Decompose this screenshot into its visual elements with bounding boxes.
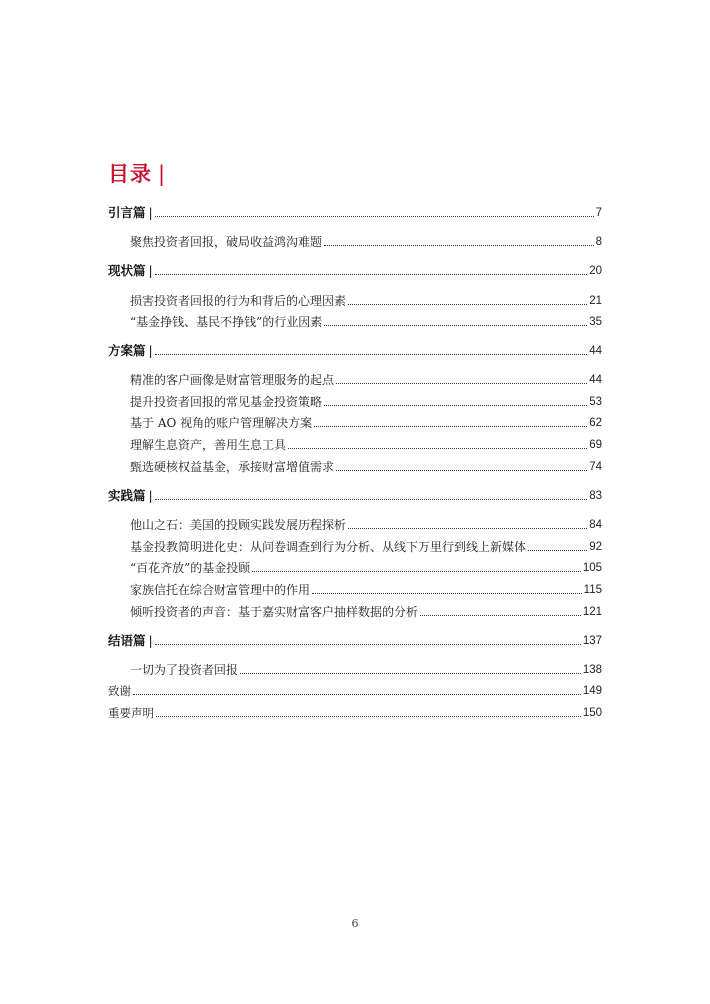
toc-entry-row[interactable]: [130, 581, 602, 599]
toc-page-number: 44: [589, 345, 602, 357]
dot-leader: [312, 593, 582, 594]
dot-leader: [133, 694, 581, 695]
toc-page-number: 74: [589, 461, 602, 473]
toc-page-number: 62: [589, 417, 602, 429]
dot-leader: [324, 245, 594, 246]
toc-entry-title: 现状篇: [108, 263, 146, 278]
toc-page-number: 20: [589, 265, 602, 277]
toc-entry-title: 结语篇: [108, 633, 146, 648]
dot-leader: [240, 673, 581, 674]
dot-leader: [314, 426, 587, 427]
toc-section-row[interactable]: [108, 204, 602, 222]
toc-entry-row[interactable]: [130, 538, 602, 556]
toc-entry-title: 理解生息资产，善用生息工具: [130, 438, 287, 452]
section-separator: |: [148, 263, 153, 278]
toc-entry-title: 重要声明: [108, 706, 154, 720]
section-separator: |: [148, 633, 153, 648]
toc-heading-text: 目录: [108, 162, 152, 186]
dot-leader: [155, 499, 587, 500]
toc-entry-title: 方案篇: [108, 343, 146, 358]
toc-section-title: [108, 487, 153, 505]
toc-section-title: [108, 204, 153, 222]
toc-heading: [108, 160, 166, 188]
dot-leader: [155, 274, 587, 275]
toc-page-number: 83: [589, 490, 602, 502]
toc-entry-title: 基于 AO 视角的账户管理解决方案: [130, 416, 313, 430]
toc-entry-row[interactable]: [108, 682, 602, 700]
toc-entry-row[interactable]: [130, 371, 602, 389]
toc-page-number: 7: [595, 207, 602, 219]
section-separator: |: [148, 343, 153, 358]
toc-section-title: [108, 262, 153, 280]
dot-leader: [324, 325, 587, 326]
toc-page-number: 121: [582, 606, 602, 618]
toc-page-number: 149: [582, 685, 602, 697]
toc-page-number: 35: [589, 316, 602, 328]
toc-entry-row[interactable]: [130, 414, 602, 432]
toc-entry-title: “基金挣钱、基民不挣钱”的行业因素: [130, 315, 323, 329]
toc-entry-title: 家族信托在综合财富管理中的作用: [130, 583, 311, 597]
toc-entry-row[interactable]: [130, 458, 602, 476]
toc-entry-title: 他山之石：美国的投顾实践发展历程探析: [130, 518, 347, 532]
toc-page-number: 105: [582, 562, 602, 574]
page-number: 6: [351, 917, 359, 930]
toc-page-number: 150: [582, 707, 602, 719]
toc-entry-row[interactable]: [130, 436, 602, 454]
toc-entry-title: 基金投教简明进化史：从问卷调查到行为分析、从线下万里行到线上新媒体: [130, 540, 527, 554]
dot-leader: [336, 383, 587, 384]
dot-leader: [155, 354, 587, 355]
toc-entry-row[interactable]: [130, 313, 602, 331]
toc-page-number: 8: [595, 236, 602, 248]
toc-page-number: 92: [589, 541, 602, 553]
toc-entry-row[interactable]: [130, 603, 602, 621]
toc-page-number: 84: [589, 519, 602, 531]
toc-entry-row[interactable]: [130, 559, 602, 577]
toc-entry-title: 倾听投资者的声音：基于嘉实财富客户抽样数据的分析: [130, 605, 419, 619]
dot-leader: [155, 216, 594, 217]
toc-entry-title: 聚焦投资者回报，破局收益鸿沟难题: [130, 235, 323, 249]
toc-entry-title: 一切为了投资者回报: [130, 663, 239, 677]
dot-leader: [528, 550, 587, 551]
dot-leader: [348, 528, 587, 529]
toc-section-row[interactable]: [108, 262, 602, 280]
section-separator: |: [148, 488, 153, 503]
toc-entry-title: 提升投资者回报的常见基金投资策略: [130, 395, 323, 409]
dot-leader: [155, 644, 581, 645]
toc-section-row[interactable]: [108, 487, 602, 505]
toc-entry-row[interactable]: [130, 393, 602, 411]
dot-leader: [324, 405, 587, 406]
toc-section-title: [108, 342, 153, 360]
dot-leader: [288, 448, 587, 449]
dot-leader: [252, 571, 581, 572]
toc-entry-row[interactable]: [130, 233, 602, 251]
toc-page-number: 21: [589, 295, 602, 307]
toc-entry-title: 致谢: [108, 684, 131, 698]
toc-entry-row[interactable]: [130, 516, 602, 534]
toc-page-number: 69: [589, 439, 602, 451]
toc-entry-row[interactable]: [130, 292, 602, 310]
toc-page-number: 44: [589, 374, 602, 386]
toc-entry-row[interactable]: [130, 661, 602, 679]
dot-leader: [156, 716, 581, 717]
toc-section-row[interactable]: [108, 342, 602, 360]
toc-heading-bar: |: [158, 162, 167, 186]
toc-section-row[interactable]: [108, 632, 602, 650]
toc-entry-title: 甄选硬核权益基金，承接财富增值需求: [130, 460, 335, 474]
toc-entry-title: “百花齐放”的基金投顾: [130, 561, 251, 575]
toc-entry-title: 实践篇: [108, 488, 146, 503]
dot-leader: [348, 304, 587, 305]
section-separator: |: [148, 205, 153, 220]
toc-page-number: 53: [589, 396, 602, 408]
toc-entry-title: 引言篇: [108, 205, 146, 220]
toc-entry-title: 精准的客户画像是财富管理服务的起点: [130, 373, 335, 387]
toc-page-number: 137: [582, 635, 602, 647]
toc-page-number: 138: [582, 664, 602, 676]
dot-leader: [336, 470, 587, 471]
toc-entry-title: 损害投资者回报的行为和背后的心理因素: [130, 294, 347, 308]
dot-leader: [420, 615, 581, 616]
toc-page-number: 115: [583, 584, 602, 596]
toc-entry-row[interactable]: [108, 704, 602, 722]
toc-section-title: [108, 632, 153, 650]
